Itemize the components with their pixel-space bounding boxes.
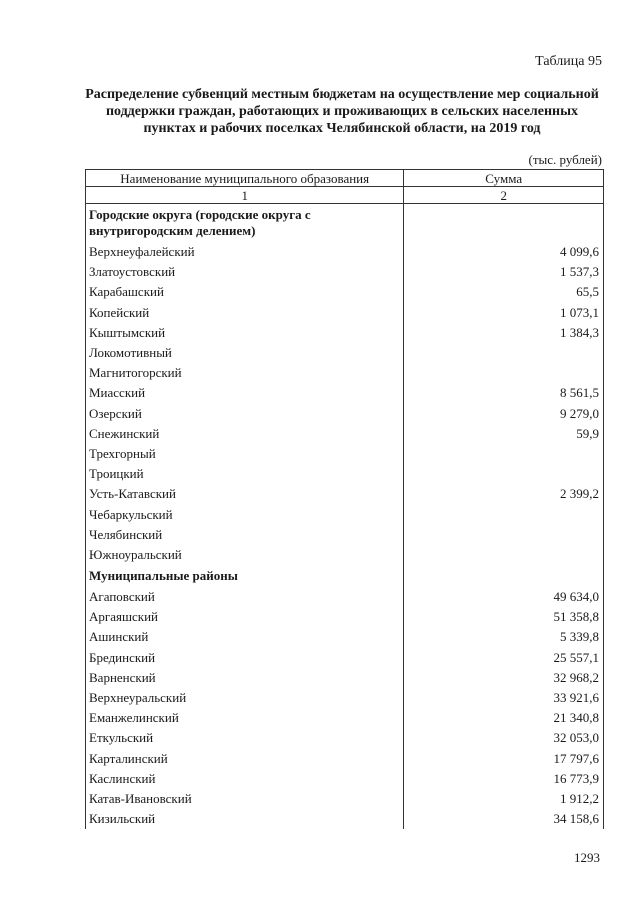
amount-value: 1 384,3 <box>404 323 604 343</box>
table-row <box>86 789 604 809</box>
table-row <box>86 343 604 363</box>
table-row <box>86 262 604 282</box>
table-row <box>86 444 604 464</box>
municipality-name: Верхнеуфалейский <box>86 242 404 262</box>
amount-value: 8 561,5 <box>404 383 604 403</box>
table-row <box>86 545 604 565</box>
amount-value: 1 912,2 <box>404 789 604 809</box>
table-row <box>86 708 604 728</box>
table-row <box>86 627 604 647</box>
section-empty-cell <box>404 204 604 243</box>
table-number-label: Таблица 95 <box>535 54 602 69</box>
table-row <box>86 242 604 262</box>
amount-value: 16 773,9 <box>404 769 604 789</box>
table-row <box>86 404 604 424</box>
municipality-name: Копейский <box>86 303 404 323</box>
municipality-name: Катав-Ивановский <box>86 789 404 809</box>
amount-value: 33 921,6 <box>404 688 604 708</box>
municipality-name: Усть-Катавский <box>86 484 404 504</box>
table-row <box>86 303 604 323</box>
table-row <box>86 607 604 627</box>
amount-value: 25 557,1 <box>404 648 604 668</box>
amount-value: 65,5 <box>404 282 604 302</box>
amount-value <box>404 444 604 464</box>
column-number-row <box>86 187 604 204</box>
section-title: Городские округа (городские округа с внутригородским делением) <box>86 204 404 243</box>
municipality-name: Каслинский <box>86 769 404 789</box>
municipality-name: Карталинский <box>86 749 404 769</box>
amount-value: 34 158,6 <box>404 809 604 829</box>
amount-value: 17 797,6 <box>404 749 604 769</box>
municipality-name: Ашинский <box>86 627 404 647</box>
municipality-name: Озерский <box>86 404 404 424</box>
municipality-name: Еткульский <box>86 728 404 748</box>
column-header-sum: Сумма <box>404 170 604 187</box>
table-row <box>86 668 604 688</box>
amount-value: 32 968,2 <box>404 668 604 688</box>
amount-value: 59,9 <box>404 424 604 444</box>
table-row <box>86 504 604 524</box>
municipality-name: Аргаяшский <box>86 607 404 627</box>
document-title: Распределение субвенций местным бюджетам на осуществление мер социальной поддержки граждан, работающих и проживающих в сельских населенных пунктах и рабочих поселках Челябинской области, на 2019 год <box>85 87 599 136</box>
amount-value: 5 339,8 <box>404 627 604 647</box>
municipality-name: Магнитогорский <box>86 363 404 383</box>
column-number-1: 1 <box>86 187 404 204</box>
amount-value: 51 358,8 <box>404 607 604 627</box>
table-row <box>86 484 604 504</box>
section-header-row <box>86 565 604 587</box>
municipality-name: Челябинский <box>86 525 404 545</box>
municipality-name: Варненский <box>86 668 404 688</box>
amount-value <box>404 504 604 524</box>
municipality-name: Златоустовский <box>86 262 404 282</box>
table-row <box>86 587 604 607</box>
table-row <box>86 424 604 444</box>
amount-value <box>404 525 604 545</box>
column-header-name: Наименование муниципального образования <box>86 170 404 187</box>
table-row <box>86 363 604 383</box>
table-body <box>86 204 604 830</box>
municipality-name: Локомотивный <box>86 343 404 363</box>
table-row <box>86 648 604 668</box>
section-empty-cell <box>404 565 604 587</box>
municipality-name: Кизильский <box>86 809 404 829</box>
table-row <box>86 728 604 748</box>
units-label: (тыс. рублей) <box>528 152 602 167</box>
municipality-name: Верхнеуральский <box>86 688 404 708</box>
municipality-name: Карабашский <box>86 282 404 302</box>
amount-value: 49 634,0 <box>404 587 604 607</box>
municipality-name: Снежинский <box>86 424 404 444</box>
municipality-name: Кыштымский <box>86 323 404 343</box>
amount-value: 21 340,8 <box>404 708 604 728</box>
amount-value: 1 537,3 <box>404 262 604 282</box>
municipality-name: Миасский <box>86 383 404 403</box>
table-row <box>86 688 604 708</box>
municipality-name: Южноуральский <box>86 545 404 565</box>
amount-value <box>404 464 604 484</box>
table-row <box>86 769 604 789</box>
amount-value: 4 099,6 <box>404 242 604 262</box>
municipality-name: Троицкий <box>86 464 404 484</box>
municipality-name: Трехгорный <box>86 444 404 464</box>
table-row <box>86 323 604 343</box>
amount-value <box>404 343 604 363</box>
municipality-name: Брединский <box>86 648 404 668</box>
amount-value: 32 053,0 <box>404 728 604 748</box>
data-table <box>85 169 604 829</box>
amount-value <box>404 363 604 383</box>
municipality-name: Еманжелинский <box>86 708 404 728</box>
table-row <box>86 464 604 484</box>
amount-value: 2 399,2 <box>404 484 604 504</box>
section-header-row <box>86 204 604 243</box>
table-row <box>86 525 604 545</box>
table-row <box>86 383 604 403</box>
table-row <box>86 282 604 302</box>
municipality-name: Агаповский <box>86 587 404 607</box>
column-number-2: 2 <box>404 187 604 204</box>
municipality-name: Чебаркульский <box>86 504 404 524</box>
amount-value <box>404 545 604 565</box>
data-table-container <box>85 169 604 829</box>
table-header-row <box>86 170 604 187</box>
amount-value: 1 073,1 <box>404 303 604 323</box>
table-row <box>86 749 604 769</box>
amount-value: 9 279,0 <box>404 404 604 424</box>
section-title: Муниципальные районы <box>86 565 404 587</box>
table-row <box>86 809 604 829</box>
page-number: 1293 <box>574 850 600 865</box>
